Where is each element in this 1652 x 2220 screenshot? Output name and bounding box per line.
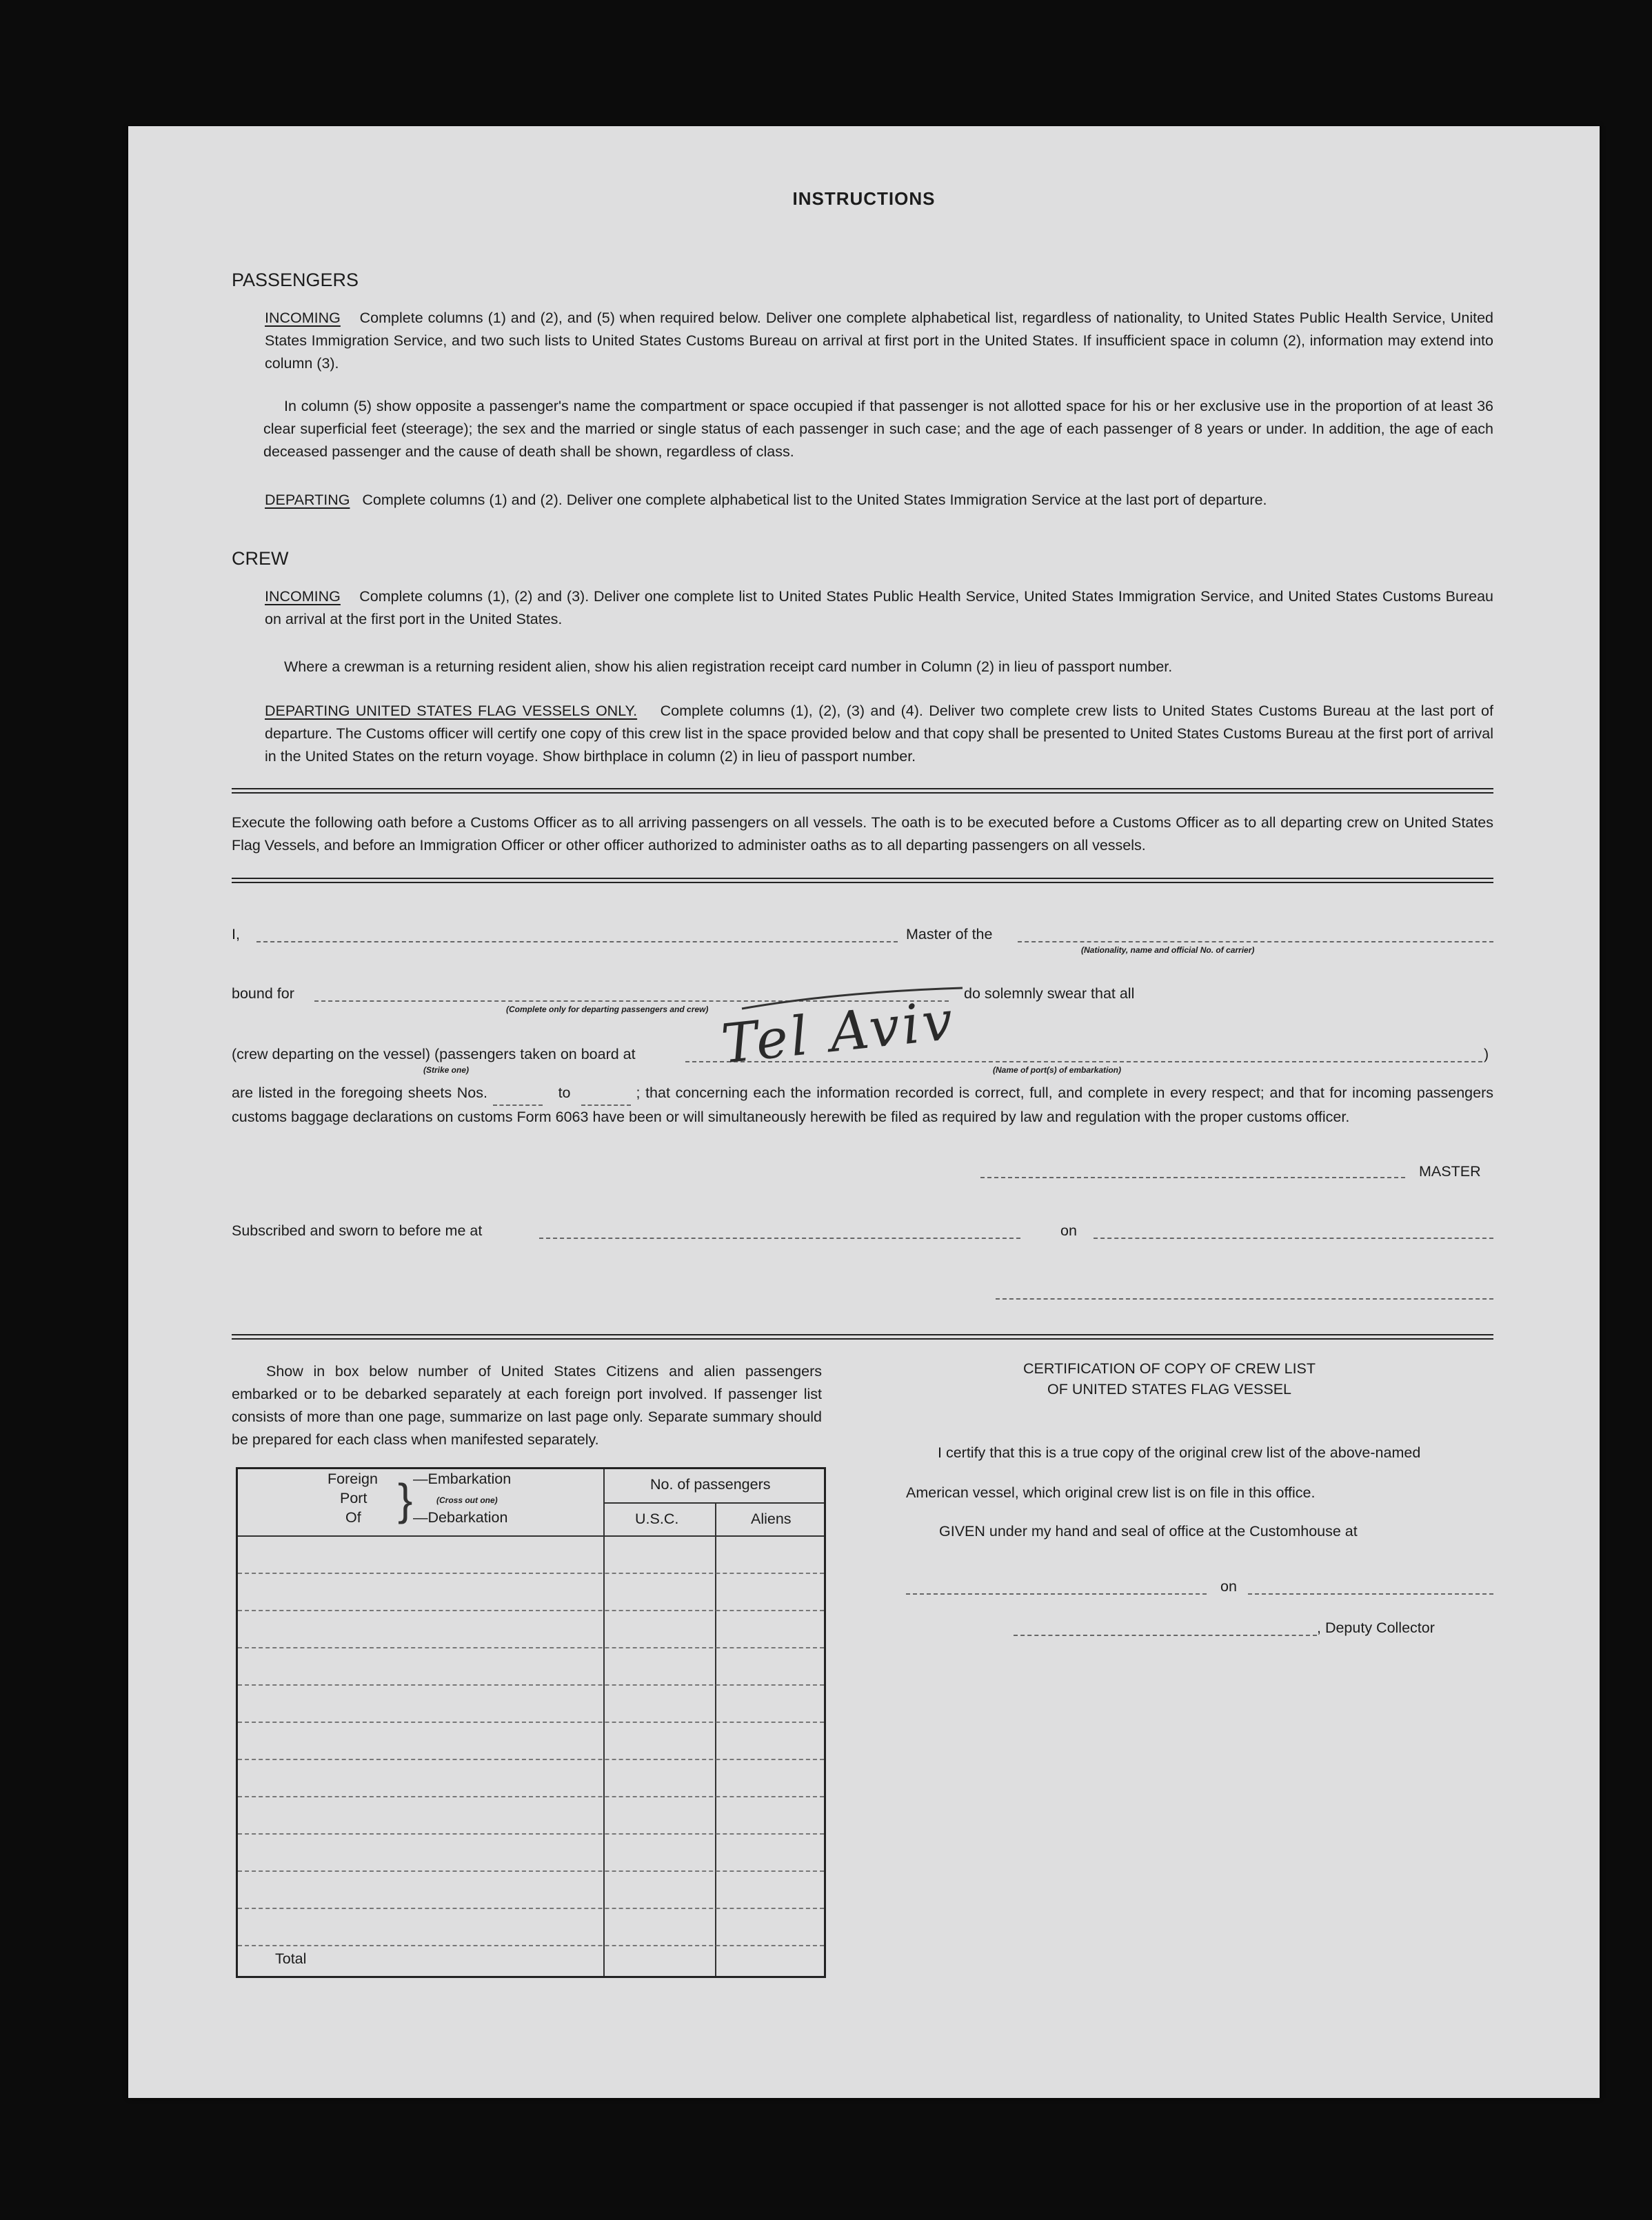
summary-instructions-text: Show in box below number of United States Citizens and alien passengers embarked or to be debarked separately at each foreign port involved. If passenger list consists of more than one page, summarize on last page only. Separate summary should be prepared for each class when manifested separately.: [232, 1363, 822, 1448]
crew-passengers-label: (crew departing on the vessel) (passengers taken on board at: [232, 1046, 636, 1062]
passengers-incoming-label: INCOMING: [265, 310, 341, 326]
summary-instructions-block: [232, 1360, 822, 1451]
crew-departing-label: DEPARTING UNITED STATES FLAG VESSELS ONLY.: [265, 703, 638, 719]
crew-resident-text: Where a crewman is a returning resident alien, show his alien registration receipt card number in Column (2) in lieu of passport number.: [284, 658, 1173, 675]
passengers-heading: PASSENGERS: [232, 270, 359, 290]
deputy-collector-label: , Deputy Collector: [1317, 1619, 1435, 1636]
listed-prefix: are listed in the foregoing sheets Nos.: [232, 1084, 487, 1101]
oath-i-label: I,: [232, 926, 240, 942]
form-page: [128, 126, 1600, 2098]
port-caption: (Name of port(s) of embarkation): [993, 1065, 1122, 1075]
subscribed-label: Subscribed and sworn to before me at: [232, 1222, 483, 1239]
bound-caption: (Complete only for departing passengers and crew): [506, 1005, 709, 1014]
crew-departing-text: Complete columns (1), (2), (3) and (4). Deliver two complete crew lists to United States Customs Bureau at the last port of departure. The Customs officer will certify one copy of this crew list in the space provided below and that copy shall be presented to United States Customs Bureau at the first port of arrival in the United States on the return voyage. Show birthplace in column (2) in lieu of passport number.: [265, 703, 1493, 765]
bound-for-label: bound for: [232, 985, 294, 1002]
carrier-caption: (Nationality, name and official No. of carrier): [1081, 945, 1255, 955]
master-name-field[interactable]: [256, 941, 898, 942]
customhouse-field[interactable]: [906, 1593, 1207, 1595]
col-foreign: Foreign: [328, 1471, 378, 1487]
col-usc: U.S.C.: [635, 1511, 679, 1527]
certification-on-label: on: [1220, 1578, 1237, 1595]
embarkation-option[interactable]: —Embarkation: [413, 1471, 512, 1487]
carrier-field[interactable]: [1018, 941, 1493, 942]
handwritten-port-name: Tel Aviv: [718, 989, 958, 1076]
passengers-departing-label: DEPARTING: [265, 492, 350, 508]
col-of: Of: [345, 1509, 361, 1526]
passengers-departing-text: Complete columns (1) and (2). Deliver one complete alphabetical list to the United States Immigration Service at the last port of departure.: [362, 492, 1267, 508]
certify-line1: I certify that this is a true copy of the original crew list of the above-named: [938, 1444, 1421, 1461]
divider: [232, 788, 1493, 794]
crew-heading: CREW: [232, 548, 289, 569]
certify-line2: American vessel, which original crew list is on file in this office.: [906, 1484, 1316, 1501]
crew-resident-block: [284, 656, 1493, 678]
crew-incoming-text: Complete columns (1), (2) and (3). Deliver one complete list to United States Public Health Service, United States Immigration Service, and United States Customs Bureau on arrival at the first port in the United States.: [265, 588, 1493, 627]
crew-departing-block: [265, 700, 1493, 768]
col-port: Port: [340, 1490, 367, 1506]
oath-instructions-block: [232, 811, 1493, 857]
subscribed-on-label: on: [1060, 1222, 1077, 1239]
strike-caption: (Strike one): [423, 1065, 470, 1075]
column5-text: In column (5) show opposite a passenger's name the compartment or space occupied if that passenger is not allotted space for his or her exclusive use in the proportion of at least 36 clear superficial feet (steerage); the sex and the married or single status of each passenger in such case; and the age of each passenger of 8 years or under. In addition, the age of each deceased passenger and the cause of death shall be shown, regardless of class.: [263, 398, 1493, 460]
listed-block: [232, 1082, 1493, 1129]
master-of-label: Master of the: [906, 926, 993, 942]
debarkation-option[interactable]: —Debarkation: [413, 1509, 508, 1526]
close-paren: ): [1484, 1046, 1489, 1062]
page-title: INSTRUCTIONS: [792, 188, 936, 209]
certification-title-line1: CERTIFICATION OF COPY OF CREW LIST: [1023, 1360, 1316, 1377]
listed-text: ; that concerning each the information recorded is correct, full, and complete in every respect; and that for incoming passengers customs baggage declarations on customs Form 6063 have been or will simultaneously herewith be filed as required by law and regulation with the proper customs officer.: [232, 1084, 1494, 1125]
sheet-from-field[interactable]: [493, 1082, 543, 1106]
officer-signature-field[interactable]: [996, 1298, 1493, 1300]
passengers-incoming-text: Complete columns (1) and (2), and (5) when required below. Deliver one complete alphabetical list, regardless of nationality, to United States Public Health Service, United States Immigration Service, and two such lists to United States Customs Bureau on arrival at first port in the United States. If insufficient space in column (2), information may extend into column (3).: [265, 310, 1493, 372]
col-aliens: Aliens: [751, 1511, 792, 1527]
certification-date-field[interactable]: [1248, 1593, 1493, 1595]
master-label: MASTER: [1419, 1163, 1481, 1180]
signature-stroke: [735, 985, 969, 1013]
master-signature-field[interactable]: [980, 1177, 1405, 1178]
total-label: Total: [275, 1950, 307, 1967]
swear-label: do solemnly swear that all: [964, 985, 1135, 1002]
sheet-to-field[interactable]: [581, 1082, 631, 1106]
to-label: to: [558, 1084, 571, 1101]
subscribed-date-field[interactable]: [1094, 1238, 1493, 1239]
oath-instructions-text: Execute the following oath before a Customs Officer as to all arriving passengers on all vessels. The oath is to be executed before a Customs Officer as to all departing crew on United States Flag Vessels, and before an Immigration Officer or other officer authorized to administer oaths as to all departing passengers on all vessels.: [232, 814, 1493, 854]
col-no-passengers: No. of passengers: [650, 1476, 771, 1493]
divider: [232, 1334, 1493, 1340]
deputy-signature-field[interactable]: [1014, 1635, 1317, 1636]
cross-out-caption: (Cross out one): [436, 1495, 498, 1505]
passengers-departing-block: [265, 489, 1493, 512]
column5-block: [263, 395, 1493, 463]
given-text: GIVEN under my hand and seal of office at the Customhouse at: [939, 1523, 1358, 1540]
crew-incoming-label: INCOMING: [265, 588, 341, 605]
crew-incoming-block: [265, 585, 1493, 631]
divider: [232, 878, 1493, 883]
certification-title-line2: OF UNITED STATES FLAG VESSEL: [1047, 1381, 1292, 1397]
subscribed-place-field[interactable]: [539, 1238, 1020, 1239]
passenger-summary-table: [236, 1467, 826, 1978]
brace-icon: }: [398, 1475, 413, 1524]
passengers-incoming-block: [265, 307, 1493, 375]
